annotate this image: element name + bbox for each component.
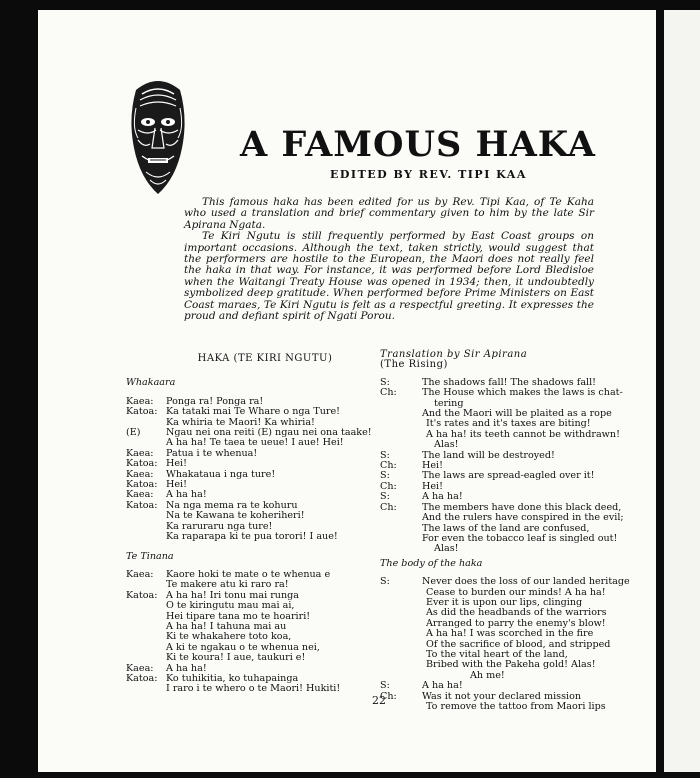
verse-text: Alas! (434, 543, 459, 555)
rising-lines (380, 378, 642, 555)
verse-text: A ha ha! (422, 680, 463, 692)
verse-text: Hei! (422, 480, 443, 492)
speaker-label (380, 409, 422, 419)
verse-text: The laws are spread-eagled over it! (422, 470, 595, 482)
speaker-label (380, 660, 422, 670)
speaker-label (126, 684, 166, 694)
right-column-heading: Translation by Sir Apirana (380, 349, 528, 360)
speaker-label (380, 629, 422, 639)
speaker-label: Kaea: (126, 662, 154, 674)
verse-text: The land will be destroyed! (422, 449, 555, 461)
verse-text: Ngau nei ona reiti (E) ngau nei ona taake! (166, 427, 372, 439)
speaker-label (126, 511, 166, 521)
intro-paragraph: This famous haka has been edited for us by Rev. Tipi Kaa, of Te Kaha who used a translation and brief commentary given to him by the late Sir Apirana Ngata. (184, 196, 594, 231)
speaker-label (126, 612, 166, 622)
verse-text: Ka tataki mai Te Whare o nga Ture! (166, 406, 341, 418)
right-column-subheading: (The Rising) (380, 359, 448, 371)
verse-line (126, 653, 380, 663)
verse-line (126, 449, 380, 459)
speaker-label: Kaea: (126, 395, 154, 407)
translation-column (380, 350, 642, 712)
speaker-label: Ch: (380, 690, 397, 702)
verse-text: Ka whiria te Maori! Ka whiria! (166, 416, 315, 428)
article-title: A FAMOUS HAKA (240, 124, 596, 165)
speaker-label (380, 399, 422, 409)
verse-text: Ka raparapa ki te pua torori! I aue! (166, 531, 338, 543)
speaker-label (380, 619, 422, 629)
verse-text: The shadows fall! The shadows fall! (422, 376, 597, 388)
verse-text: Ever it is upon our lips, clinging (426, 596, 583, 608)
verse-text: Was it not your declared mission (422, 690, 582, 702)
verse-line (380, 534, 642, 544)
verse-text: The members have done this black deed, (422, 501, 622, 513)
speaker-label: S: (380, 470, 390, 482)
verse-text: Hei! (166, 458, 187, 470)
speaker-label (380, 524, 422, 534)
section-label-te-tinana: Te Tinana (126, 550, 174, 562)
verse-line (380, 482, 642, 492)
speaker-label: (E) (126, 427, 141, 439)
speaker-label: Ch: (380, 480, 397, 492)
verse-line (380, 544, 642, 554)
verse-text: A ha ha! I tahuna mai au (166, 620, 287, 632)
verse-text: Hei! (166, 479, 187, 491)
speaker-label: Katoa: (126, 672, 158, 684)
verse-text: Ko tuhikitia, ko tuhapainga (166, 672, 299, 684)
speaker-label: Ch: (380, 460, 397, 472)
verse-line (126, 684, 380, 694)
speaker-label (380, 534, 422, 544)
verse-line (380, 513, 642, 523)
verse-text: I raro i te whero o te Maori! Hukiti! (166, 683, 341, 695)
speaker-label (126, 601, 166, 611)
verse-text: Bribed with the Pakeha gold! Alas! (426, 659, 596, 671)
verse-line (380, 660, 642, 670)
verse-line (380, 629, 642, 639)
verse-text: To the vital heart of the land, (426, 648, 568, 660)
verse-text: Patua i te whenua! (166, 447, 258, 459)
intro-text (184, 197, 594, 322)
verse-line (126, 601, 380, 611)
speaker-label (380, 702, 422, 712)
verse-text: A ki te ngakau o te whenua nei, (166, 641, 320, 653)
verse-text: Ka raruraru nga ture! (166, 520, 273, 532)
maori-text-column (126, 350, 380, 695)
speaker-label (126, 632, 166, 642)
verse-text: And the Maori will be plaited as a rope (422, 408, 612, 420)
verse-text: The House which makes the laws is chat- (422, 387, 623, 399)
verse-text: A ha ha! its teeth cannot be withdrawn! (426, 428, 620, 440)
speaker-label (380, 650, 422, 660)
byline: EDITED BY REV. TIPI KAA (330, 168, 527, 181)
verse-text: A ha ha! Iri tonu mai runga (166, 589, 300, 601)
speaker-label (380, 588, 422, 598)
verse-text: The laws of the land are confused, (422, 522, 590, 534)
verse-text: A ha ha! Te taea te ueue! I aue! Hei! (166, 437, 344, 449)
verse-text: Cease to burden our minds! A ha ha! (426, 586, 606, 598)
verse-text: Hei! (422, 460, 443, 472)
speaker-label: Katoa: (126, 499, 158, 511)
verse-text: Never does the loss of our landed heritage (422, 576, 630, 588)
speaker-label (380, 640, 422, 650)
speaker-label (126, 532, 166, 542)
verse-text: Ki te koura! I aue, taukuri e! (166, 652, 306, 664)
verse-text: Arranged to parry the enemy's blow! (426, 617, 606, 629)
speaker-label (380, 513, 422, 523)
verse-text: Ah me! (470, 669, 505, 681)
verse-text: And the rulers have conspired in the evil; (422, 512, 624, 524)
verse-text: A ha ha! I was scorched in the fire (426, 628, 594, 640)
section-label-whakaara: Whakaara (126, 377, 176, 389)
speaker-label: Kaea: (126, 468, 154, 480)
speaker-label: Katoa: (126, 458, 158, 470)
verse-line (380, 471, 642, 481)
section-label-body: The body of the haka (380, 557, 483, 569)
speaker-label (126, 522, 166, 532)
speaker-label: Katoa: (126, 406, 158, 418)
speaker-label: S: (380, 680, 390, 692)
verse-line (380, 388, 642, 398)
verse-text: Te makere atu ki raro ra! (166, 579, 289, 591)
speaker-label: Kaea: (126, 447, 154, 459)
verse-text: O te kiringutu mau mai ai, (166, 600, 295, 612)
verse-text: For even the tobacco leaf is singled out! (422, 532, 618, 544)
intro-paragraph: Te Kiri Ngutu is still frequently performed by East Coast groups on important occasions. Although the text, taken strictly, would suggest that the performers are hostile to the European, the Maori does not really feel the haka in that way. For instance, it was performed before Lord Bledisloe when the Waitangi Treaty House was opened in 1934; then, it undoubtedly symbolized deep gratitude. When performed before Prime Ministers on East Coast maraes, Te Kiri Ngutu is felt as a respectful greeting. It expresses the proud and defiant spirit of Ngati Porou. (184, 230, 594, 323)
whakaara-lines (126, 397, 380, 543)
verse-text: Alas! (434, 439, 459, 451)
verse-line (380, 430, 642, 440)
verse-line (126, 532, 380, 542)
body-lines (380, 577, 642, 712)
verse-text: tering (434, 397, 464, 409)
speaker-label: S: (380, 376, 390, 388)
page-number: 22 (372, 694, 386, 707)
verse-text: Ponga ra! Ponga ra! (166, 395, 264, 407)
verse-text: Na te Kawana te koheriheri! (166, 510, 305, 522)
verse-text: It's rates and it's taxes are biting! (426, 418, 591, 430)
te-tinana-lines (126, 570, 380, 695)
maori-carved-mask-icon (128, 78, 188, 196)
verse-text: Hei tipare tana mo te hoariri! (166, 610, 311, 622)
verse-text: Kaore hoki te mate o te whenua e (166, 568, 331, 580)
verse-text: A ha ha! (422, 491, 463, 503)
verse-text: Whakataua i nga ture! (166, 468, 276, 480)
speaker-label (126, 643, 166, 653)
speaker-label (380, 544, 422, 554)
speaker-label (380, 419, 422, 429)
speaker-label (380, 430, 422, 440)
left-column-heading: HAKA (TE KIRI NGUTU) (197, 353, 333, 364)
speaker-label: S: (380, 576, 390, 588)
speaker-label (380, 598, 422, 608)
speaker-label (126, 622, 166, 632)
speaker-label: Katoa: (126, 589, 158, 601)
speaker-label (380, 608, 422, 618)
verse-line (126, 470, 380, 480)
speaker-label: S: (380, 491, 390, 503)
speaker-label: Ch: (380, 501, 397, 513)
speaker-label (126, 653, 166, 663)
verse-text: Na nga mema ra te kohuru (166, 499, 298, 511)
verse-text: To remove the tattoo from Maori lips (426, 701, 606, 712)
verse-text: A ha ha! (166, 662, 207, 674)
verse-line (380, 702, 642, 712)
verse-text: Ki te whakahere toto koa, (166, 631, 292, 643)
speaker-label: Katoa: (126, 479, 158, 491)
verse-text: A ha ha! (166, 489, 207, 501)
verse-line (126, 480, 380, 490)
speaker-label: Kaea: (126, 568, 154, 580)
facing-page-edge (664, 10, 700, 772)
speaker-label: Kaea: (126, 489, 154, 501)
verse-text: As did the headbands of the warriors (426, 607, 607, 619)
verse-line (380, 451, 642, 461)
verse-line (380, 577, 642, 587)
verse-text: Of the sacrifice of blood, and stripped (426, 638, 611, 650)
speaker-label: Ch: (380, 387, 397, 399)
verse-line (380, 671, 642, 681)
speaker-label: S: (380, 449, 390, 461)
